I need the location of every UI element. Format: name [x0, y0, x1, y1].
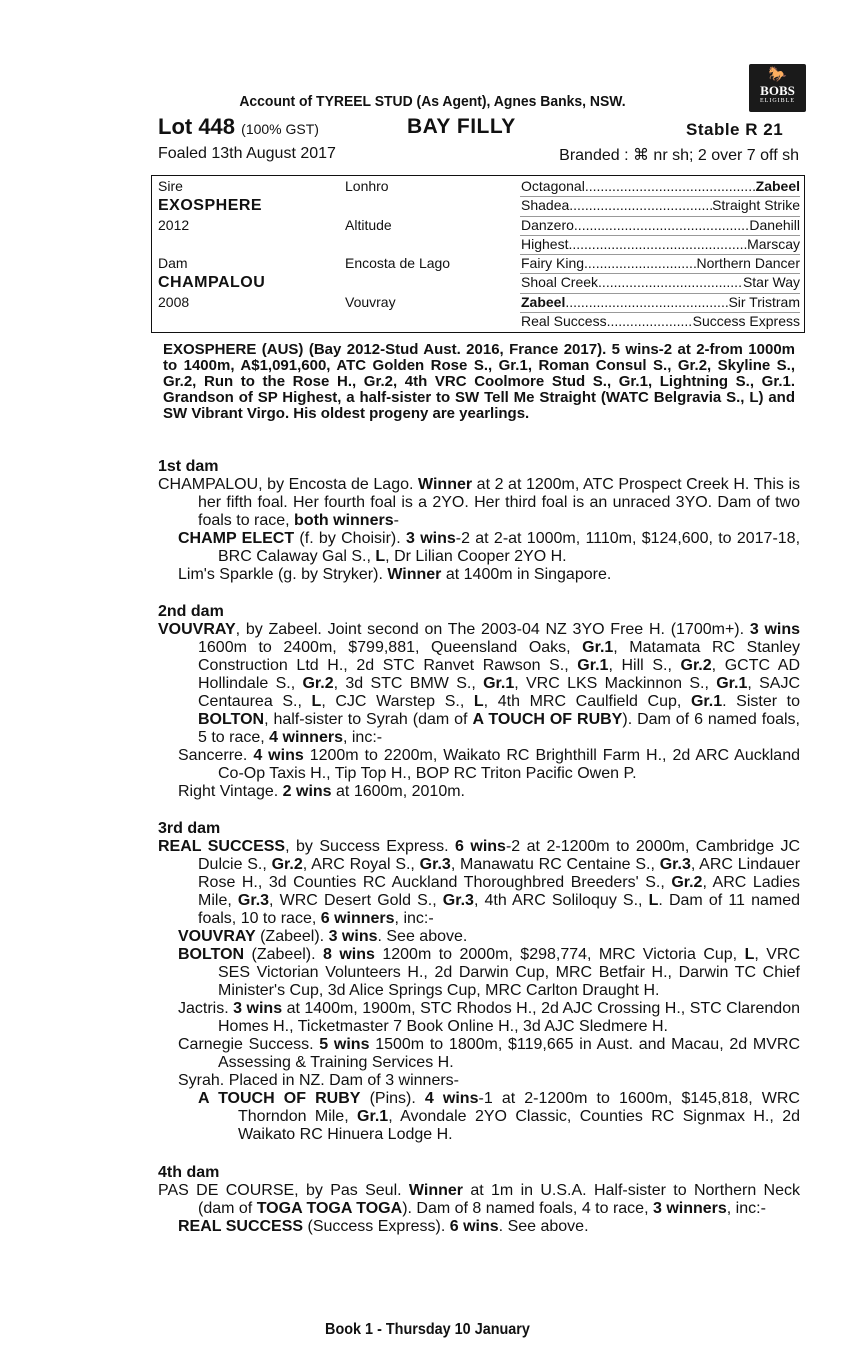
progeny-entry: Jactris. 3 wins at 1400m, 1900m, STC Rhodos H., 2d AJC Crossing H., STC Clarendon Homes H., Ticketmaster 7 Book Online H., 3d AJC Sledmere H.	[178, 1000, 801, 1035]
grandsire-paternal: Lonhro	[345, 178, 389, 194]
horse-description: BAY FILLY	[407, 115, 516, 138]
grandsire-maternal: Encosta de Lago	[345, 255, 451, 271]
progeny-entry: CHAMP ELECT (f. by Choisir). 3 wins-2 at 2-at 1000m, 1110m, $124,600, to 2017-18, BRC Calaway Gal S., L, Dr Lilian Cooper 2YO H.	[178, 530, 801, 565]
sire-summary: EXOSPHERE (AUS) (Bay 2012-Stud Aust. 2016, France 2017). 5 wins-2 at 2-from 1000m to 1400m, A$1,091,600, ATC Golden Rose S., Gr.1, Roman Consul S., Gr.2, Skyline S., Gr.2, Run to the Rose H., Gr.2, 4th VRC Coolmore Stud S., Gr.1, Lightning S., Gr.1. Grandson of SP Highest, a half-sister to SW Tell Me Straight (WATC Belgravia S., L) and SW Vibrant Virgo. His oldest progeny are yearlings.	[163, 341, 795, 422]
progeny-entry: Carnegie Success. 5 wins 1500m to 1800m, $119,665 in Aust. and Macau, 2d MVRC Assessing & Training Services H.	[178, 1036, 801, 1071]
pedigree-table	[151, 175, 805, 333]
first-dam-entry: CHAMPALOU, by Encosta de Lago. Winner at 2 at 1200m, ATC Prospect Creek H. This is her fifth foal. Her fourth foal is a 2YO. Her third foal is an unraced 3YO. Dam of two foals to race, both winners-	[158, 476, 800, 529]
sire-label: Sire	[158, 178, 183, 194]
third-dam-heading: 3rd dam	[158, 820, 221, 837]
foaled-date: Foaled 13th August 2017	[158, 145, 336, 162]
progeny-entry: Lim's Sparkle (g. by Stryker). Winner at 1400m in Singapore.	[178, 566, 612, 583]
fourth-dam-heading: 4th dam	[158, 1164, 220, 1181]
stable-number: Stable R 21	[686, 120, 784, 139]
first-dam-heading: 1st dam	[158, 458, 219, 475]
progeny-entry: Syrah. Placed in NZ. Dam of 3 winners-	[178, 1072, 459, 1089]
fourth-dam-entry: PAS DE COURSE, by Pas Seul. Winner at 1m in U.S.A. Half-sister to Northern Neck (dam of TOGA TOGA TOGA). Dam of 8 named foals, 4 to race, 3 winners, inc:-	[158, 1182, 801, 1217]
gg-row: Shadea ..... Straight Strike	[521, 196, 800, 215]
progeny-entry: VOUVRAY (Zabeel). 3 wins. See above.	[178, 928, 468, 945]
granddam-paternal: Altitude	[345, 217, 392, 233]
account-line: Account of TYREEL STUD (As Agent), Agnes Banks, NSW.	[239, 93, 626, 110]
sire-year: 2012	[158, 217, 190, 233]
dam-year: 2008	[158, 294, 190, 310]
gg-row: Highest ..... Marscay	[521, 235, 800, 254]
second-dam-heading: 2nd dam	[158, 603, 224, 620]
page-footer: Book 1 - Thursday 10 January	[325, 1321, 530, 1338]
gg-row: Shoal Creek ..... Star Way	[521, 273, 800, 292]
progeny-entry: Right Vintage. 2 wins at 1600m, 2010m.	[178, 783, 465, 800]
grand-progeny-entry: A TOUCH OF RUBY (Pins). 4 wins-1 at 2-1200m to 1600m, $145,818, WRC Thorndon Mile, Gr.1, Avondale 2YO Classic, Counties RC Signmax H., 2d Waikato RC Hinuera Lodge H.	[198, 1090, 801, 1143]
second-dam-section	[158, 603, 800, 801]
third-dam-section	[158, 820, 800, 1144]
progeny-entry: BOLTON (Zabeel). 8 wins 1200m to 2000m, $298,774, MRC Victoria Cup, L, VRC SES Victorian Volunteers H., 2d Darwin Cup, MRC Betfair H., Darwin TC Chief Minister's Cup, 3d Alice Springs Cup, MRC Carlton Draught H.	[178, 946, 801, 999]
gst-note: (100% GST)	[241, 121, 319, 137]
fourth-dam-section	[158, 1164, 800, 1236]
gg-row: Fairy King ..... Northern Dancer	[521, 254, 800, 273]
dam-name: CHAMPALOU	[158, 274, 266, 291]
progeny-entry: REAL SUCCESS (Success Express). 6 wins. See above.	[178, 1218, 589, 1235]
second-dam-entry: VOUVRAY, by Zabeel. Joint second on The 2003-04 NZ 3YO Free H. (1700m+). 3 wins 1600m to 2400m, $799,881, Queensland Oaks, Gr.1, Matamata RC Stanley Construction Ltd H., 2d STC Ranvet Rawson S., Gr.1, Hill S., Gr.2, GCTC AD Hollindale S., Gr.2, 3d STC BMW S., Gr.1, VRC LKS Mackinnon S., Gr.1, SAJC Centaurea S., L, CJC Warstep S., L, 4th MRC Caulfield Cup, Gr.1. Sister to BOLTON, half-sister to Syrah (dam of A TOUCH OF RUBY). Dam of 6 named foals, 5 to race, 4 winners, inc:-	[158, 621, 801, 746]
third-dam-entry: REAL SUCCESS, by Success Express. 6 wins-2 at 2-1200m to 2000m, Cambridge JC Dulcie S., Gr.2, ARC Royal S., Gr.3, Manawatu RC Centaine S., Gr.3, ARC Lindauer Rose H., 3d Counties RC Auckland Thoroughbred Breeders' S., Gr.2, ARC Ladies Mile, Gr.3, WRC Desert Gold S., Gr.3, 4th ARC Soliloquy S., L. Dam of 11 named foals, 10 to race, 6 winners, inc:-	[158, 838, 801, 927]
gg-row: Real Success ..... Success Express	[521, 312, 800, 331]
first-dam-section	[158, 458, 800, 584]
lot-number: Lot 448 (100% GST)	[158, 114, 319, 139]
sire-name: EXOSPHERE	[158, 197, 263, 214]
gg-row: Zabeel ..... Sir Tristram	[521, 293, 800, 312]
dam-label: Dam	[158, 255, 188, 271]
badge-line1: BOBS	[760, 83, 795, 98]
granddam-maternal: Vouvray	[345, 294, 396, 310]
horse-icon: 🐎	[768, 66, 787, 83]
badge-line2: ELIGIBLE	[760, 98, 795, 104]
progeny-entry: Sancerre. 4 wins 1200m to 2200m, Waikato RC Brighthill Farm H., 2d ARC Auckland Co-Op Taxis H., Tip Top H., BOP RC Triton Pacific Owen P.	[178, 747, 801, 782]
brand-marks: Branded : ⌘ nr sh; 2 over 7 off sh	[559, 147, 799, 164]
gg-row: Octagonal ..... Zabeel	[521, 177, 800, 196]
gg-row: Danzero ..... Danehill	[521, 216, 800, 235]
